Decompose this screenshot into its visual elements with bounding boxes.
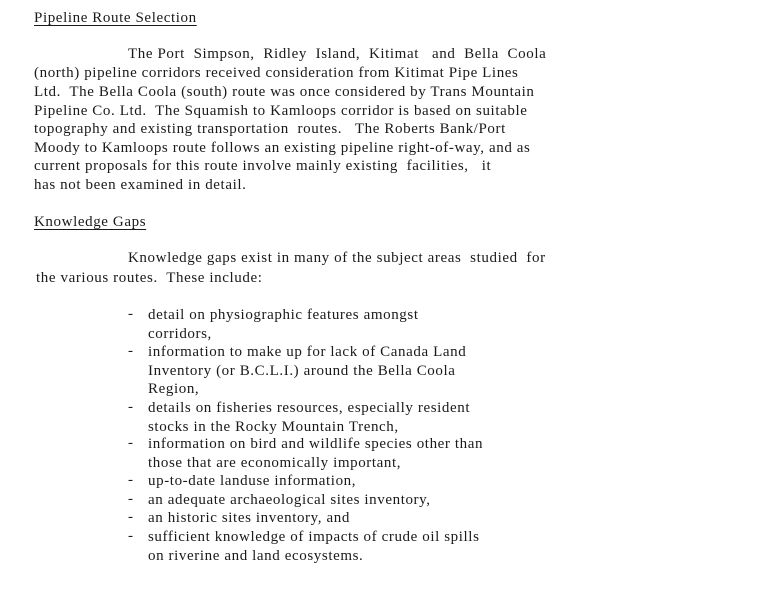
list-item — [128, 528, 480, 596]
bullet-marker: - — [128, 472, 134, 488]
list-item-text: up-to-date landuse information, — [148, 473, 357, 489]
paragraph-line: (north) pipeline corridors received consideration from Kitimat Pipe Lines — [34, 65, 519, 81]
list-item-text: an adequate archaeological sites inventory, — [148, 492, 431, 508]
bullet-marker: - — [128, 509, 134, 525]
section-heading-pipeline-route-selection: Pipeline Route Selection — [34, 10, 197, 26]
list-item-text: information to make up for lack of Canada Land Inventory (or B.C.L.I.) around the Bella Coola Region, — [148, 344, 467, 397]
paragraph-line: Moody to Kamloops route follows an existing pipeline right-of-way, and as — [34, 140, 531, 156]
bullet-marker: - — [128, 528, 134, 544]
paragraph-line: has not been examined in detail. — [34, 177, 247, 193]
paragraph-line: Pipeline Co. Ltd. The Squamish to Kamloops corridor is based on suitable — [34, 103, 528, 119]
list-item-text: an historic sites inventory, and — [148, 510, 350, 526]
bullet-marker: - — [128, 399, 134, 415]
list-item-text: details on fisheries resources, especially resident stocks in the Rocky Mountain Trench, — [148, 400, 471, 435]
paragraph-line: current proposals for this route involve mainly existing facilities, it — [34, 158, 492, 174]
paragraph-line: topography and existing transportation routes. The Roberts Bank/Port — [34, 121, 506, 137]
paragraph-line: Ltd. The Bella Coola (south) route was once considered by Trans Mountain — [34, 84, 535, 100]
paragraph-line: the various routes. These include: — [36, 270, 263, 286]
list-item-text: information on bird and wildlife species other than those that are economically important, — [148, 436, 484, 471]
bullet-marker: - — [128, 306, 134, 322]
section-heading-knowledge-gaps: Knowledge Gaps — [34, 214, 147, 230]
list-item-text: detail on physiographic features amongst corridors, — [148, 307, 419, 342]
bullet-marker: - — [128, 343, 134, 359]
bullet-marker: - — [128, 491, 134, 507]
list-item-text: sufficient knowledge of impacts of crude oil spills on riverine and land ecosystems. — [148, 529, 480, 564]
paragraph-line: Knowledge gaps exist in many of the subject areas studied for — [128, 250, 546, 266]
paragraph-line: The Port Simpson, Ridley Island, Kitimat and Bella Coola — [128, 46, 547, 62]
bullet-marker: - — [128, 435, 134, 451]
